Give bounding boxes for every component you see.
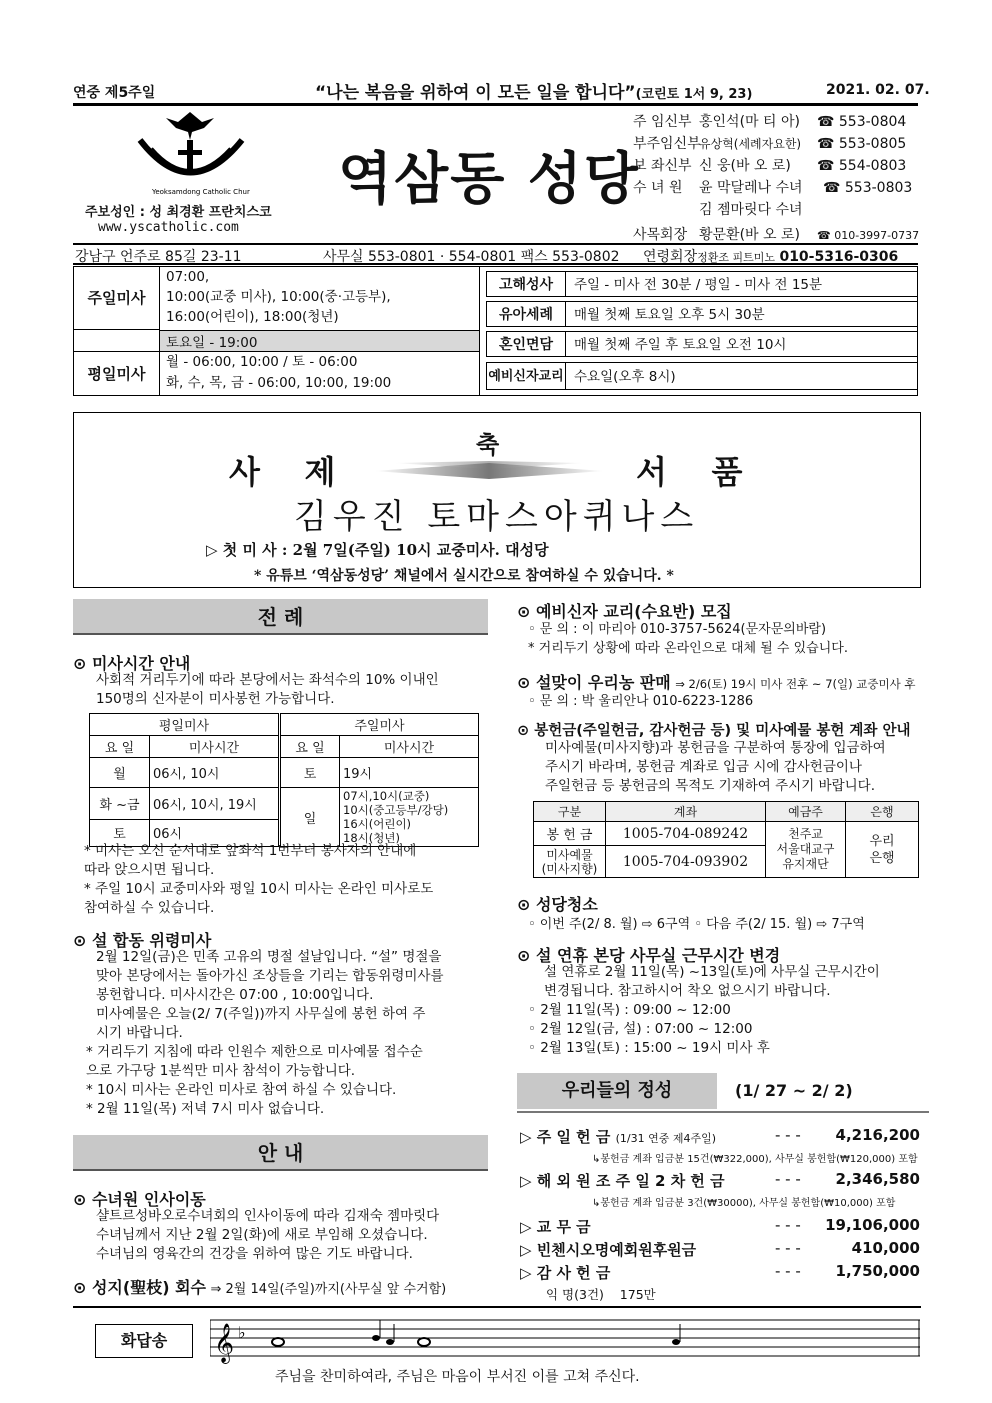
farm-sale: ⊙ 설맞이 우리농 판매 ⇒ 2/6(토) 19시 미사 전후 ~ 7(일) 교중미사 후 bbox=[517, 673, 916, 692]
issue-date: 2021. 02. 07. bbox=[826, 82, 930, 98]
memorial-title: ⊙ 설 합동 위령미사 bbox=[73, 931, 212, 950]
treble-clef-icon: 𝄞 bbox=[214, 1323, 235, 1363]
church-name: 역삼동 성당 bbox=[338, 147, 640, 212]
weekday-mass-label: 평일미사 bbox=[74, 351, 160, 396]
address: 강남구 언주로 85길 23-11 bbox=[75, 249, 242, 265]
motto-ref: (코린토 1서 9, 23) bbox=[635, 87, 753, 102]
yeonryeong: 연령회장정환조 피트미노 010-5316-0306 bbox=[643, 249, 899, 265]
address-bar bbox=[73, 243, 918, 265]
staff-row: 주 임신부 홍인석(마 티 아) ☎ 553-0804 bbox=[633, 114, 907, 130]
psalm-staff bbox=[210, 1316, 920, 1366]
banner-left: 사 제 bbox=[229, 453, 336, 491]
schedule-box bbox=[73, 266, 918, 396]
memorial-body: 2월 12일(금)은 민족 고유의 명절 설날입니다. “설” 명절을 맞아 본당에서는 돌아가신 조상들을 기리는 합동위령미사를 봉헌합니다. 미사시간은 07:00 , 10:00입니다. 미사예물은 오늘(2/ 7(주일))까지 사무실에 봉헌 하여 주 시기 바랍니다. * 거리두기 지침에 따라 인원수 제한으로 미사예물 접수순 으로 가구당 1분씩만 미사 참석이 가능합니다. * 10시 미사는 온라인 미사로 참여 하실 수 있습니다. * 2월 11일(목) 저녁 7시 미사 없습니다. bbox=[86, 949, 444, 1117]
patron-saint: 주보성인 : 성 최경환 프란치스코 bbox=[85, 205, 272, 220]
staff-row: 사목회장 황문환(바 오 로) ☎ 010-3997-0737 bbox=[633, 227, 920, 243]
catechism-title: ⊙ 예비신자 교리(수요반) 모집 bbox=[517, 602, 732, 621]
website[interactable]: www.yscatholic.com bbox=[98, 220, 239, 235]
devotion-heading: 우리들의 정성 bbox=[517, 1073, 717, 1109]
staff-row: 보 좌신부 신 웅(바 오 로) ☎ 554-0803 bbox=[633, 158, 907, 174]
flat-sign-icon: ♭ bbox=[238, 1323, 246, 1342]
offering-body: 미사예물(미사지향)과 봉헌금을 구분하여 통장에 입금하여 주시기 바라며, 봉헌금 계좌로 입금 시에 감사헌금이나 주일헌금 등 봉헌금의 목적도 기재하여 주시기 바랍니다. bbox=[545, 740, 886, 794]
psalm-top-line bbox=[73, 1306, 921, 1308]
motto bbox=[315, 78, 752, 103]
sunday-mass-times: 07:00, 10:00(교중 미사), 10:00(중·고등부), 16:00(어린이), 18:00(청년) bbox=[160, 267, 480, 330]
mass-notes: * 미사는 오신 순서대로 앞좌석 1번부터 봉사자의 안내에 따라 앉으시면 됩니다. * 주일 10시 교중미사와 평일 10시 미사는 온라인 미사로도 참여하실 수 있습니다. bbox=[84, 843, 434, 916]
sister-title: ⊙ 수녀원 인사이동 bbox=[73, 1190, 206, 1209]
psalm-text: 주님을 찬미하여라, 주님은 마음이 부서진 이를 고쳐 주신다. bbox=[275, 1369, 640, 1385]
anonymous-offering: 익 명(3건) 175만 bbox=[546, 1287, 656, 1302]
offering-title: ⊙ 봉헌금(주일헌금, 감사헌금 등) 및 미사예물 봉헌 계좌 안내 bbox=[517, 723, 911, 739]
amount-row: ▷ 감 사 헌 금 - - - 1,750,000 bbox=[520, 1262, 920, 1282]
palm-return: ⊙ 성지(聖枝) 회수 ⇒ 2월 14일(주일)까지(사무실 앞 수거함) bbox=[73, 1278, 447, 1297]
amount-row: ▷ 빈첸시오명예회원후원금 - - - 410,000 bbox=[520, 1239, 920, 1259]
sister-body: 샬트르성바오로수녀회의 인사이동에 따라 김재숙 젬마릿다 수녀님께서 지난 2월 2일(화)에 새로 부임해 오셨습니다. 수녀님의 영육간의 건강을 위하여 많은 기도 바랍니다. bbox=[96, 1208, 440, 1262]
banner-center: 축 bbox=[476, 431, 500, 459]
amount-note: ↳봉헌금 계좌 입금분 3건(₩30000), 사무실 봉헌함(₩10,000) 포함 bbox=[592, 1198, 896, 1209]
saturday-mass: 토요일 - 19:00 bbox=[160, 330, 480, 351]
amount-row: ▷ 교 무 금 - - - 19,106,000 bbox=[520, 1216, 920, 1236]
mass-time-body: 사회적 거리두기에 따라 본당에서는 좌석수의 10% 이내인 150명의 신자분이 미사봉헌 가능합니다. bbox=[96, 672, 439, 707]
weekday-mass-times: 월 - 06:00, 10:00 / 토 - 06:00 화, 수, 목, 금 - 06:00, 10:00, 19:00 bbox=[160, 351, 480, 396]
mass-time-title: ⊙ 미사시간 안내 bbox=[73, 654, 191, 673]
header-top-line bbox=[73, 103, 918, 106]
office-hours-body: 설 연휴로 2월 11일(목) ~13일(토)에 사무실 근무시간이 변경됩니다. 참고하시어 착오 없으시기 바랍니다. ◦ 2월 11일(목) : 09:00 ~ 12:00 ◦ 2월 12일(금, 설) : 07:00 ~ 12:00 ◦ 2월 13일(토) : 15:00 ~ 19시 미사 후 bbox=[528, 964, 880, 1056]
youtube-notice: * 유튜브 ‘역삼동성당’ 채널에서 실시간으로 참여하실 수 있습니다. * bbox=[254, 568, 674, 584]
church-logo bbox=[130, 110, 250, 200]
office-phone: 사무실 553-0801 · 554-0801 팩스 553-0802 bbox=[323, 249, 620, 265]
ordinand-name: 김우진 토마스아퀴나스 bbox=[294, 497, 700, 537]
devotion-line bbox=[517, 1111, 929, 1113]
account-table: 구분 계좌 예금주 은행 봉 헌 금 1005-704-089242 천주교 서울대교구 유지재단 우리 은행 미사예물 (미사지향) 1005-704-093902 bbox=[533, 801, 919, 878]
devotion-period: (1/ 27 ~ 2/ 2) bbox=[735, 1081, 853, 1100]
ordination-banner bbox=[73, 412, 921, 588]
cleaning-title: ⊙ 성당청소 bbox=[517, 895, 598, 914]
catechism-body: ◦ 문 의 : 이 마리아 010-3757-5624(문자문의바람) * 거리두기 상황에 따라 온라인으로 대체 될 수 있습니다. bbox=[528, 622, 848, 656]
staff-row: 부주임신부유상혁(세례자요한) ☎ 553-0805 bbox=[633, 136, 907, 152]
office-hours-title: ⊙ 설 연휴 본당 사무실 근무시간 변경 bbox=[517, 946, 781, 965]
amount-note: ↳봉헌금 계좌 입금분 15건(₩322,000), 사무실 봉헌함(₩120,000) 포함 bbox=[592, 1154, 918, 1165]
week-label: 연중 제5주일 bbox=[73, 85, 156, 101]
mass-time-table: 평일미사 주일미사 요 일 미사시간 요 일 미사시간 월 06시, 10시 토 19시 화 ~금 06시, 10시, 19시 일 07시,10시(교중) 10시(중고등부/강당) 16시(어린이) 18시(청년) 토 06시 bbox=[89, 713, 479, 847]
amount-row: ▷ 해 외 원 조 주 일 2 차 헌 금 - - - 2,346,580 bbox=[520, 1170, 920, 1190]
notice-heading: 안 내 bbox=[73, 1135, 488, 1171]
liturgy-heading: 전 례 bbox=[73, 599, 488, 635]
banner-right: 서 품 bbox=[636, 453, 743, 491]
farm-contact: ◦ 문 의 : 박 울리안나 010-6223-1286 bbox=[528, 694, 754, 709]
cleaning-detail: ◦ 이번 주(2/ 8. 월) ⇨ 6구역 ◦ 다음 주(2/ 15. 월) ⇨ 7구역 bbox=[528, 917, 865, 932]
psalm-label: 화답송 bbox=[95, 1324, 193, 1358]
staff-list bbox=[633, 111, 923, 245]
first-mass: ▷ 첫 미 사 : 2월 7일(주일) 10시 교중미사. 대성당 bbox=[206, 541, 549, 559]
sunday-mass-label: 주일미사 bbox=[74, 267, 160, 330]
amount-row: ▷ 주 일 헌 금 (1/31 연중 제4주일) - - - 4,216,200 bbox=[520, 1126, 920, 1146]
staff-row: 김 젬마릿다 수녀 bbox=[699, 202, 803, 218]
staff-row: 수 녀 원 윤 막달레나 수녀 ☎ 553-0803 bbox=[633, 180, 913, 196]
sacrament-table: 고해성사 주일 - 미사 전 30분 / 평일 - 미사 전 15분 유아세례 매월 첫째 토요일 오후 5시 30분 혼인면담 매월 첫째 주일 후 토요일 오전 10시 예비신자교리 수요일(오후 8시) bbox=[486, 267, 918, 396]
motto-text: “나는 복음을 위하여 이 모든 일을 합니다” bbox=[315, 83, 636, 103]
logo-text: Yeoksamdong Catholic Church bbox=[152, 188, 250, 196]
